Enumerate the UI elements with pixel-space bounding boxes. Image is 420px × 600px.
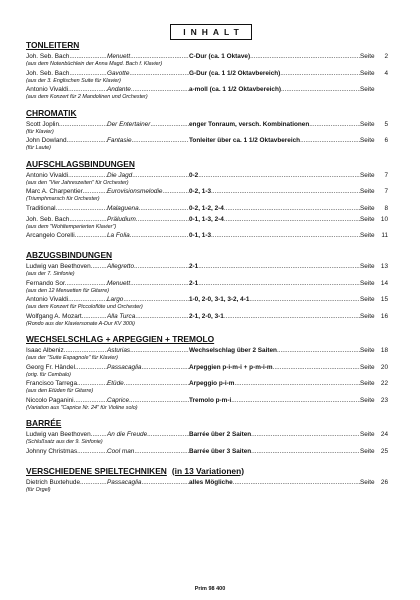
entry-note: (für Klavier) [26, 128, 54, 135]
piece-title: Alla Turca ..... [107, 313, 189, 321]
page-label: Seite [360, 478, 375, 486]
piece-title: Der Entertainer ..... [107, 121, 189, 129]
toc-entry [26, 232, 388, 240]
entry-spacer [26, 456, 388, 459]
page-number: 25 [380, 447, 388, 455]
page-number: 8 [384, 204, 388, 212]
composer: Marc A. Charpentier ..... [26, 188, 107, 196]
composer: Joh. Seb. Bach ..... [26, 70, 107, 78]
toc-entry [26, 205, 388, 213]
piece-title: Präludium ..... [107, 216, 189, 224]
piece-title: Menuett ..... [107, 280, 189, 288]
page-number: 7 [384, 188, 388, 195]
piece-title: Caprice ..... [107, 397, 189, 405]
toc-entry [26, 364, 388, 372]
piece-title: An die Freude ..... [107, 431, 189, 439]
section [26, 466, 388, 494]
toc-entry [26, 397, 388, 405]
composer: Joh. Seb. Bach ..... [26, 216, 107, 224]
page-number: 11 [381, 232, 388, 239]
piece-title: Etüde ..... [107, 380, 189, 388]
composer: Scott Joplin ..... [26, 121, 107, 129]
composer: Antonio Vivaldi ..... [26, 86, 107, 94]
page-number: 18 [380, 347, 388, 354]
section-title [26, 466, 388, 476]
technique-description: 0-1, 1-3 ..... [189, 232, 360, 240]
page-label: Seite [360, 188, 375, 195]
section-title [26, 159, 388, 169]
technique-description: 1-0, 2-0, 3-1, 3-2, 4-1 ..... [189, 296, 360, 304]
section [26, 250, 388, 327]
page-number: 4 [384, 69, 388, 77]
page-number: 2 [384, 53, 388, 60]
technique-description: Tremolo p-m-i ..... [189, 397, 360, 405]
page-label: Seite [360, 447, 375, 455]
technique-description: 0-2 ..... [189, 172, 360, 180]
technique-description: C-Dur (ca. 1 Oktave) ..... [189, 53, 360, 61]
section-title-text: VERSCHIEDENE SPIELTECHNIKEN [26, 465, 167, 476]
piece-title: Allegretto ..... [107, 263, 189, 271]
composer: Francisco Tarrega ..... [26, 380, 107, 388]
page-number: 10 [380, 215, 388, 223]
page-number: 7 [384, 171, 388, 179]
page-label: Seite [360, 396, 375, 404]
section [26, 40, 388, 101]
page-label: Seite [360, 137, 375, 144]
entry-spacer [26, 240, 388, 243]
technique-description: alles Mögliche ..... [189, 479, 360, 487]
page-label: Seite [360, 312, 375, 320]
page-label: Seite [360, 86, 375, 93]
entry-note: (Triumphmarsch für Orchester) [26, 196, 100, 202]
page-number: 16 [380, 312, 388, 320]
technique-description: Wechselschlag über 2 Saiten ..... [189, 347, 360, 355]
page-number: 14 [380, 279, 388, 287]
page-label: Seite [360, 363, 375, 371]
composer: Ludwig van Beethoven ..... [26, 263, 107, 271]
page-label: Seite [360, 263, 375, 270]
toc-entry [26, 263, 388, 271]
composer: Wolfgang A. Mozart ..... [26, 313, 107, 321]
section-title-text: BARRÉE [26, 418, 62, 428]
piece-title: Largo ..... [107, 296, 189, 304]
technique-description: 0-2, 1-2, 2-4 ..... [189, 205, 360, 213]
composer: Isaac Albeniz ..... [26, 347, 107, 355]
composer: John Dowland ..... [26, 137, 107, 145]
piece-title: La Folia ..... [107, 232, 189, 240]
composer: Ludwig van Beethoven ..... [26, 431, 107, 439]
technique-description: a-moll (ca. 1 1/2 Oktavbereich) ..... [189, 86, 360, 94]
toc-entry [26, 53, 388, 61]
technique-description: 0-2, 1-3 ..... [189, 188, 360, 196]
section [26, 334, 388, 411]
page-label: Seite [360, 279, 375, 287]
page-label: Seite [360, 380, 375, 387]
composer: Johnny Christmas ..... [26, 448, 107, 456]
piece-title: Menuett ..... [107, 53, 189, 61]
toc-entry [26, 448, 388, 456]
piece-title: Passacaglia ..... [107, 364, 189, 372]
toc-entry [26, 86, 388, 94]
technique-description: Barrée über 2 Saiten ..... [189, 431, 360, 439]
technique-description: 2-1, 2-0, 3-1 ..... [189, 313, 360, 321]
entry-note: (aus dem Konzert für 2 Mandolinen und Orchester) [26, 94, 148, 100]
composer: Niccolo Paganini ..... [26, 397, 107, 405]
section [26, 159, 388, 244]
piece-title: Gavotte ..... [107, 70, 189, 78]
toc-entry [26, 121, 388, 129]
contents-title: INHALT [183, 27, 244, 37]
toc-entry [26, 431, 388, 439]
toc-entry [26, 280, 388, 288]
section-title-text: WECHSELSCHLAG + ARPEGGIEN + TREMOLO [26, 334, 215, 344]
entry-note: (orig. für Cembalo) [26, 371, 71, 378]
page-label: Seite [360, 120, 375, 128]
entry-note: (Schlußsatz aus der 9. Sinfonie) [26, 439, 103, 445]
composer: Traditional ..... [26, 205, 107, 213]
piece-title: Fantasie ..... [107, 137, 189, 145]
entry-note: (aus den 12 Menuetten für Gitarre) [26, 287, 109, 294]
page-label: Seite [360, 171, 375, 179]
toc-entry [26, 296, 388, 304]
composer: Georg Fr. Händel ..... [26, 364, 107, 372]
technique-description: Tonleiter über ca. 1 1/2 Oktavbereich ..... [189, 137, 360, 145]
technique-description: Arpeggien p-i-m-i + p-m-i-m ..... [189, 364, 360, 372]
page-label: Seite [360, 296, 375, 303]
section-title [26, 250, 388, 260]
entry-note: (aus dem "Wohltemperierten Klavier") [26, 223, 117, 230]
page-label: Seite [360, 232, 375, 239]
page-number: 20 [380, 363, 388, 371]
entry-note: (aus der 7. Sinfonie) [26, 271, 75, 277]
technique-description: Barrée über 3 Saiten ..... [189, 448, 360, 456]
composer: Dietrich Buxtehude ..... [26, 479, 107, 487]
toc-entry [26, 188, 388, 196]
footer-code: Prim 98 400 [194, 586, 226, 592]
entry-note: (für Orgel) [26, 486, 51, 493]
page-label: Seite [360, 347, 375, 354]
entry-note: (aus den Etüden für Gitarre) [26, 388, 94, 394]
piece-title: Asturias ..... [107, 347, 189, 355]
piece-title: Andante ..... [107, 86, 189, 94]
composer: Arcangelo Corelli ..... [26, 232, 107, 240]
page-number: 24 [380, 431, 388, 438]
toc-entry [26, 347, 388, 355]
page-label: Seite [360, 431, 375, 438]
section-title [26, 108, 388, 118]
technique-description: Arpeggio p-i-m ..... [189, 380, 360, 388]
piece-title: Die Jagd ..... [107, 172, 189, 180]
technique-description: G-Dur (ca. 1 1/2 Oktavbereich) ..... [189, 70, 360, 78]
page-label: Seite [360, 215, 375, 223]
composer: Antonio Vivaldi ..... [26, 296, 107, 304]
piece-title: Passacaglia ..... [107, 479, 189, 487]
table-of-contents [26, 33, 388, 495]
piece-title: Eurovisionsmelodie ..... [107, 188, 189, 196]
page-number: 13 [380, 263, 388, 270]
section [26, 108, 388, 152]
toc-entry [26, 380, 388, 388]
entry-note: (Variation aus "Caprice Nr. 24" für Violine solo) [26, 404, 138, 411]
section-title-extra: (in 13 Variationen) [171, 465, 244, 476]
technique-description: enger Tonraum, versch. Kombinationen ..... [189, 121, 360, 129]
entry-note: (Rondo aus der Klaviersonate A-Dur KV 300i) [26, 320, 135, 327]
entry-note: (aus dem Notenbüchlein der Anna Magd. Bach f. Klavier) [26, 61, 163, 67]
composer: Antonio Vivaldi ..... [26, 172, 107, 180]
entry-note: (aus der "Suite Espagnole" für Klavier) [26, 355, 118, 361]
composer: Fernando Sor ..... [26, 280, 107, 288]
section-title [26, 334, 388, 344]
piece-title: Malaguena ..... [107, 205, 189, 213]
section-title-text: CHROMATIK [26, 107, 77, 118]
section-title-text: TONLEITERN [26, 40, 80, 50]
technique-description: 2-1 ..... [189, 280, 360, 288]
toc-entry [26, 137, 388, 145]
entry-note: (aus den "Vier Jahreszeiten" für Orchester) [26, 179, 129, 186]
section-title-text: AUFSCHLAGSBINDUNGEN [26, 158, 135, 169]
page-number: 15 [380, 296, 388, 303]
page-number: 26 [380, 478, 388, 486]
toc-entry [26, 479, 388, 487]
piece-title: Cool man ..... [107, 448, 189, 456]
page-label: Seite [360, 53, 375, 60]
page-label: Seite [360, 204, 375, 212]
entry-note: (für Laute) [26, 145, 51, 151]
page-number: 6 [384, 137, 388, 144]
composer: Joh. Seb. Bach ..... [26, 53, 107, 61]
technique-description: 2-1 ..... [189, 263, 360, 271]
toc-entry [26, 216, 388, 224]
technique-description: 0-1, 1-3, 2-4 ..... [189, 216, 360, 224]
page-number: 22 [380, 380, 388, 387]
toc-entry [26, 172, 388, 180]
section [26, 418, 388, 459]
toc-entry [26, 70, 388, 78]
page-label: Seite [360, 69, 375, 77]
section-title [26, 40, 388, 50]
section-title [26, 418, 388, 428]
toc-entry [26, 313, 388, 321]
entry-note: (aus der 3. Englischen Suite für Klavier) [26, 77, 121, 84]
page-number: 23 [380, 396, 388, 404]
entry-note: (aus dem Konzert für Piccoloflöte und Orchester) [26, 304, 143, 310]
page-number: 5 [384, 120, 388, 128]
section-title-text: ABZUGSBINDUNGEN [26, 250, 113, 260]
